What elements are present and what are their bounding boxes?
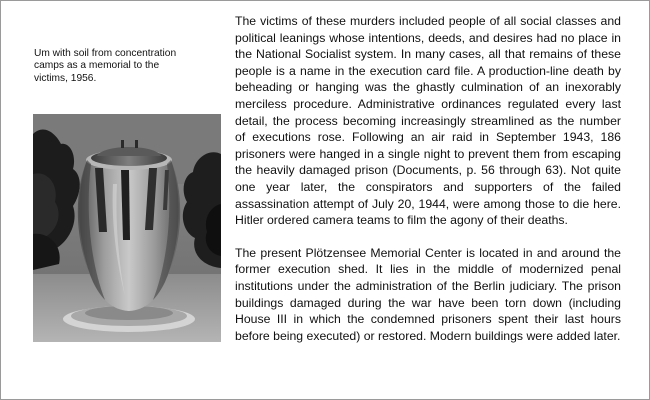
paragraph-victims: The victims of these murders included people of all social classes and political leanings whose intentions, deeds, and desires had no place in the National Socialist system. In many cases, all that remains of these people is a name in the execution card file. A production-line death by beheading or hanging was the ghastly culmination of an inexorably merciless procedure. Administrative ordinances regulated every last detail, the process becoming increasingly streamlined as the number of executions rose. Following an air raid in September 1943, 186 prisoners were hanged in a single night to prevent them from escaping the heavily damaged prison (Documents, p. 56 through 63). Not quite one year later, the conspirators and supporters of the failed assassination attempt of July 20, 1944, were among those to die here. Hitler ordered camera teams to film the agony of their deaths.	[235, 14, 621, 228]
memorial-urn-photo	[33, 114, 221, 342]
paragraph-memorial-center: The present Plötzensee Memorial Center is located in and around the former execution shed. It lies in the middle of modernized penal institutions under the administration of the Berlin judiciary. The prison buildings damaged during the war have been torn down (including House III in which the condemned prisoners spent their last hours before being executed) or restored. Modern buildings were added later.	[235, 245, 621, 343]
photo-caption: Um with soil from concentration camps as a memorial to the victims, 1956.	[34, 48, 177, 84]
body-text	[235, 13, 621, 344]
